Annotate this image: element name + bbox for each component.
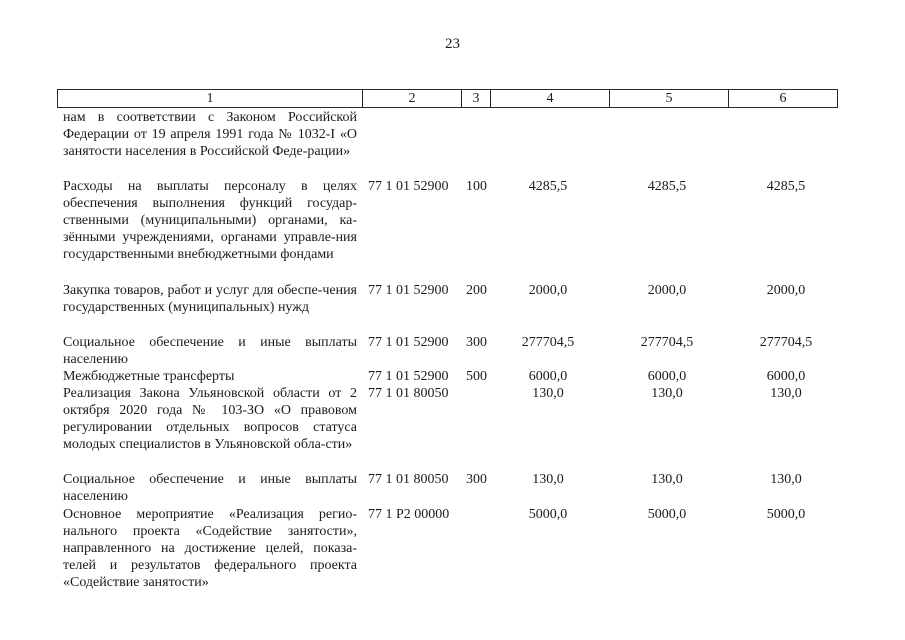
row-expense-type: 200 xyxy=(466,283,487,298)
row-amount-5: 130,0 xyxy=(651,472,683,487)
row-code: 77 1 01 80050 xyxy=(368,472,449,487)
row-amount-5: 277704,5 xyxy=(640,335,694,350)
row-description: Межбюджетные трансферты xyxy=(63,369,235,384)
row-amount-5: 4285,5 xyxy=(647,179,687,194)
row-amount-6: 277704,5 xyxy=(759,335,813,350)
row-amount-4: 4285,5 xyxy=(528,179,568,194)
row-code: 77 1 01 80050 xyxy=(368,386,449,401)
row-amount-6: 2000,0 xyxy=(766,283,806,298)
row-amount-6: 4285,5 xyxy=(766,179,806,194)
row-description: Закупка товаров, работ и услуг для обеспе-чения государственных (муниципальных) нужд xyxy=(63,283,357,316)
row-amount-4: 2000,0 xyxy=(528,283,568,298)
row-expense-type: 300 xyxy=(466,472,487,487)
header-col-5: 5 xyxy=(610,90,729,107)
row-amount-5: 2000,0 xyxy=(647,283,687,298)
row-description: Реализация Закона Ульяновской области от 2 октября 2020 года № 103-ЗО «О правовом регулировании отдельных вопросов статуса молодых специалистов в Ульяновской обла-сти» xyxy=(63,386,357,453)
row-description: Основное мероприятие «Реализация регио-нального проекта «Содействие занятости», направленного на достижение целей, показа-телей и результатов федерального проекта «Содействие занятости» xyxy=(63,507,357,591)
row-code: 77 1 01 52900 xyxy=(368,369,449,384)
row-description: Социальное обеспечение и иные выплаты населению xyxy=(63,335,357,368)
page-number: 23 xyxy=(445,36,460,52)
row-amount-6: 130,0 xyxy=(770,472,802,487)
header-col-4: 4 xyxy=(491,90,610,107)
row-amount-5: 130,0 xyxy=(651,386,683,401)
row-expense-type: 500 xyxy=(466,369,487,384)
row-code: 77 1 P2 00000 xyxy=(368,507,450,522)
row-amount-4: 5000,0 xyxy=(528,507,568,522)
row-amount-6: 130,0 xyxy=(770,386,802,401)
row-description: нам в соответствии с Законом Российской Федерации от 19 апреля 1991 года № 1032-I «О занятости населения в Российской Феде-рации» xyxy=(63,110,357,160)
row-amount-4: 130,0 xyxy=(532,472,564,487)
row-amount-6: 5000,0 xyxy=(766,507,806,522)
row-amount-4: 130,0 xyxy=(532,386,564,401)
row-expense-type: 100 xyxy=(466,179,487,194)
row-code: 77 1 01 52900 xyxy=(368,283,449,298)
row-description: Расходы на выплаты персоналу в целях обеспечения выполнения функций государ-ственными (муниципальными) органами, ка-зёнными учреждениями, органами управле-ния государственными внебюджетными фондами xyxy=(63,179,357,263)
row-code: 77 1 01 52900 xyxy=(368,179,449,194)
row-amount-4: 6000,0 xyxy=(528,369,568,384)
header-col-1: 1 xyxy=(58,90,363,107)
row-description: Социальное обеспечение и иные выплаты населению xyxy=(63,472,357,505)
header-col-3: 3 xyxy=(462,90,491,107)
row-expense-type: 300 xyxy=(466,335,487,350)
header-col-6: 6 xyxy=(779,91,787,106)
row-amount-4: 277704,5 xyxy=(521,335,575,350)
header-col-2: 2 xyxy=(363,90,462,107)
table-header xyxy=(57,89,838,108)
row-amount-5: 5000,0 xyxy=(647,507,687,522)
row-amount-6: 6000,0 xyxy=(766,369,806,384)
row-amount-5: 6000,0 xyxy=(647,369,687,384)
row-code: 77 1 01 52900 xyxy=(368,335,449,350)
